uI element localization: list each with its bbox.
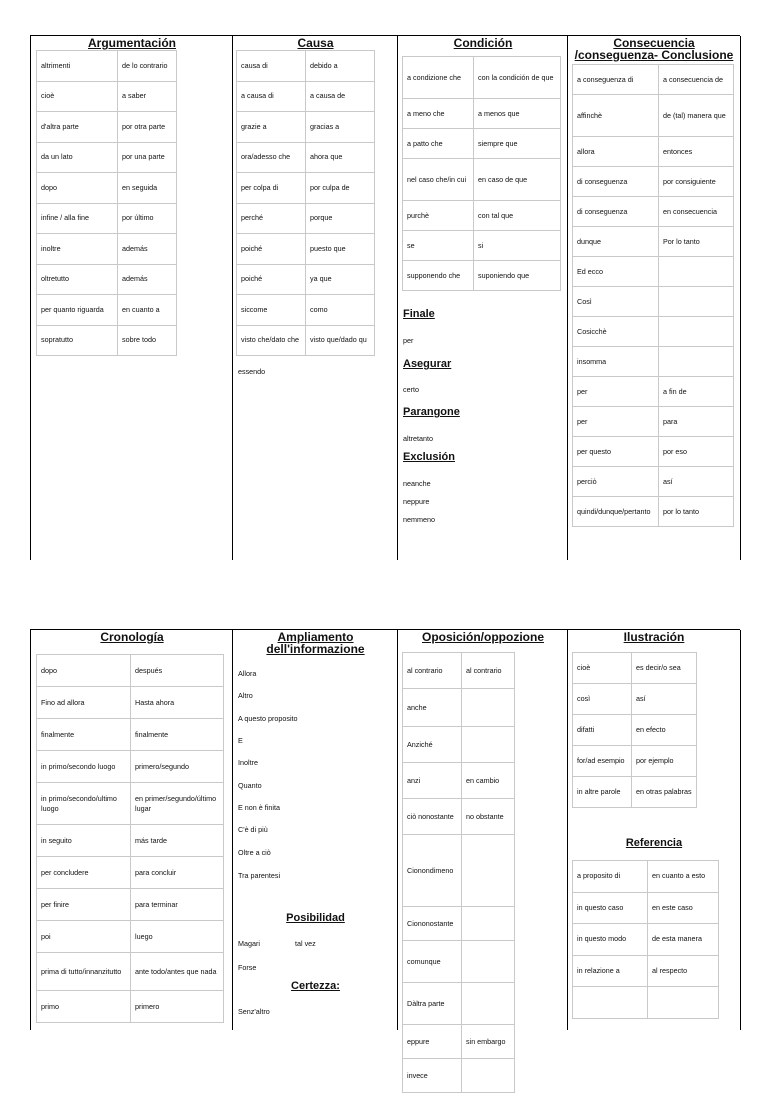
cell-italian: a condizione che — [403, 57, 474, 99]
cell-italian: a patto che — [403, 129, 474, 159]
table-row — [37, 857, 224, 889]
cell-italian: in altre parole — [573, 777, 632, 808]
table-row — [573, 287, 734, 317]
table-row — [237, 295, 375, 326]
cell-italian: al contrario — [403, 653, 462, 689]
cell-translation: así — [659, 467, 734, 497]
heading-posibilidad: Posibilidad — [286, 912, 345, 924]
table-row — [37, 719, 224, 751]
table-row — [403, 907, 515, 941]
cell-translation: en consecuencia — [659, 197, 734, 227]
cell-translation: puesto que — [306, 234, 375, 265]
table-row — [37, 687, 224, 719]
heading-finale: Finale — [403, 308, 435, 320]
heading-parangone: Parangone — [403, 406, 460, 418]
table-row — [237, 173, 375, 204]
column-causa — [232, 36, 398, 560]
table-oposicion — [402, 652, 515, 1093]
table-row — [37, 783, 224, 825]
cell-italian: se — [403, 231, 474, 261]
cell-translation: gracias a — [306, 112, 375, 143]
cell-translation: así — [632, 684, 697, 715]
table-row — [573, 924, 719, 956]
cell-translation: es decir/o sea — [632, 653, 697, 684]
cell-translation — [462, 835, 515, 907]
table-row — [37, 655, 224, 687]
cell-italian: poi — [37, 921, 131, 953]
posibilidad-talvez: tal vez — [295, 939, 316, 948]
cell-translation: en seguida — [118, 173, 177, 204]
column-oposicion — [397, 630, 568, 1080]
cell-italian: poiché — [237, 264, 306, 295]
cell-italian: dunque — [573, 227, 659, 257]
ampliamento-item: Allora — [238, 669, 257, 678]
cell-italian: in primo/secondo/ultimo luogo — [37, 783, 131, 825]
cell-translation: debido a — [306, 51, 375, 82]
heading-cronologia: Cronología — [100, 630, 164, 644]
finale-item: per — [403, 336, 414, 345]
cell-italian: Dàltra parte — [403, 983, 462, 1025]
cell-translation — [462, 941, 515, 983]
cell-italian: per questo — [573, 437, 659, 467]
table-row — [37, 953, 224, 991]
table-row — [573, 777, 697, 808]
cell-italian: ora/adesso che — [237, 142, 306, 173]
cell-translation: en cuanto a — [118, 295, 177, 326]
table-row — [237, 51, 375, 82]
table-row — [573, 653, 697, 684]
cell-italian: supponendo che — [403, 261, 474, 291]
cell-translation: por otra parte — [118, 112, 177, 143]
posibilidad-magari: Magari — [238, 939, 260, 948]
heading-certeza: Certezza: — [291, 980, 340, 992]
cell-translation: visto que/dado qu — [306, 325, 375, 356]
table-row — [237, 203, 375, 234]
table-row — [573, 746, 697, 777]
cell-italian — [573, 987, 648, 1019]
cell-translation: sobre todo — [118, 325, 177, 356]
cell-translation: más tarde — [131, 825, 224, 857]
cell-translation: con la condición de que — [474, 57, 561, 99]
cell-italian: per quanto riguarda — [37, 295, 118, 326]
cell-italian: inoltre — [37, 234, 118, 265]
cell-translation — [462, 727, 515, 763]
cell-translation: por lo tanto — [659, 497, 734, 527]
heading-causa: Causa — [297, 36, 334, 50]
table-row — [573, 95, 734, 137]
cell-translation: a menos que — [474, 99, 561, 129]
table-row — [37, 81, 177, 112]
table-row — [237, 142, 375, 173]
heading-consecuencia-2: /conseguenza- Conclusione — [574, 48, 734, 62]
cell-translation: por eso — [659, 437, 734, 467]
table-row — [237, 234, 375, 265]
cell-italian: in questo caso — [573, 892, 648, 924]
cell-translation — [462, 907, 515, 941]
table-row — [573, 137, 734, 167]
certeza-item: Senz'altro — [238, 1007, 270, 1016]
cell-italian: per colpa di — [237, 173, 306, 204]
cell-translation: al contrario — [462, 653, 515, 689]
table-row — [403, 201, 561, 231]
cell-translation: por último — [118, 203, 177, 234]
cell-translation: de esta manera — [648, 924, 719, 956]
ampliamento-item: E non è finita — [238, 803, 280, 812]
heading-condicion: Condición — [453, 36, 513, 50]
table-row — [573, 861, 719, 893]
asegurar-item: certo — [403, 385, 419, 394]
cell-italian: perciò — [573, 467, 659, 497]
cell-translation: primero/segundo — [131, 751, 224, 783]
cell-italian: cioè — [37, 81, 118, 112]
exclusion-item: neppure — [403, 497, 430, 506]
cell-translation: a saber — [118, 81, 177, 112]
table-row — [403, 941, 515, 983]
heading-ampliamento-1: Ampliamento — [277, 630, 354, 644]
table-row — [403, 653, 515, 689]
table-row — [403, 763, 515, 799]
cell-translation: a fin de — [659, 377, 734, 407]
causa-essendo: essendo — [238, 367, 266, 376]
heading-asegurar: Asegurar — [403, 358, 452, 370]
table-row — [403, 159, 561, 201]
cell-italian: dopo — [37, 655, 131, 687]
cell-italian: nel caso che/in cui — [403, 159, 474, 201]
cell-translation: por culpa de — [306, 173, 375, 204]
cell-italian: Cionondimeno — [403, 835, 462, 907]
table-row — [403, 689, 515, 727]
table-row — [37, 295, 177, 326]
cell-translation: entonces — [659, 137, 734, 167]
heading-oposicion: Oposición/oppozione — [422, 630, 544, 644]
table-row — [573, 65, 734, 95]
cell-italian: altrimenti — [37, 51, 118, 82]
table-row — [37, 889, 224, 921]
table-row — [573, 684, 697, 715]
ampliamento-item: C'è di più — [238, 825, 268, 834]
cell-italian: in relazione a — [573, 955, 648, 987]
table-row — [573, 197, 734, 227]
table-row — [237, 112, 375, 143]
cell-translation: sin embargo — [462, 1025, 515, 1059]
table-row — [573, 497, 734, 527]
cell-italian: anzi — [403, 763, 462, 799]
table-row — [403, 261, 561, 291]
column-ilustracion — [567, 630, 741, 1030]
cell-translation — [648, 987, 719, 1019]
cell-translation — [659, 257, 734, 287]
table-row — [403, 1059, 515, 1093]
cell-translation: en cambio — [462, 763, 515, 799]
table-row — [573, 715, 697, 746]
cell-italian: per — [573, 407, 659, 437]
ampliamento-item: E — [238, 736, 243, 745]
cell-italian: difatti — [573, 715, 632, 746]
posibilidad-forse: Forse — [238, 963, 257, 972]
cell-translation — [659, 347, 734, 377]
cell-italian: finalmente — [37, 719, 131, 751]
cell-italian: siccome — [237, 295, 306, 326]
table-row — [403, 1025, 515, 1059]
heading-ampliamento-2: dell'informazione — [266, 642, 365, 656]
cell-translation — [659, 317, 734, 347]
cell-italian: poiché — [237, 234, 306, 265]
cell-translation: además — [118, 264, 177, 295]
cell-italian: a meno che — [403, 99, 474, 129]
table-row — [37, 112, 177, 143]
ampliamento-item: Tra parentesi — [238, 871, 281, 880]
cell-translation — [462, 1059, 515, 1093]
cell-italian: comunque — [403, 941, 462, 983]
cell-translation: en efecto — [632, 715, 697, 746]
table-row — [403, 99, 561, 129]
cell-translation — [462, 689, 515, 727]
cell-italian: cioè — [573, 653, 632, 684]
cell-italian: di conseguenza — [573, 197, 659, 227]
cell-translation: por una parte — [118, 142, 177, 173]
table-row — [37, 203, 177, 234]
cell-translation: ya que — [306, 264, 375, 295]
table-row — [403, 727, 515, 763]
cell-italian: oltretutto — [37, 264, 118, 295]
cell-italian: per — [573, 377, 659, 407]
cell-translation — [462, 983, 515, 1025]
cell-italian: sopratutto — [37, 325, 118, 356]
cell-italian: primo — [37, 991, 131, 1023]
heading-ilustracion: Ilustración — [623, 630, 685, 644]
cell-italian: così — [573, 684, 632, 715]
ampliamento-item: Inoltre — [238, 758, 258, 767]
cell-translation: por ejemplo — [632, 746, 697, 777]
table-condicion — [402, 56, 561, 291]
cell-translation: en otras palabras — [632, 777, 697, 808]
cell-italian: affinchè — [573, 95, 659, 137]
table-row — [37, 51, 177, 82]
cell-italian: per finire — [37, 889, 131, 921]
cell-translation: como — [306, 295, 375, 326]
table-referencia — [572, 860, 719, 1019]
cell-italian: anche — [403, 689, 462, 727]
cell-italian: for/ad esempio — [573, 746, 632, 777]
table-row — [573, 437, 734, 467]
heading-referencia: Referencia — [625, 837, 683, 849]
cell-italian: in seguito — [37, 825, 131, 857]
heading-argumentacion: Argumentación — [87, 36, 176, 50]
cell-italian: Ed ecco — [573, 257, 659, 287]
cell-italian: Così — [573, 287, 659, 317]
cell-italian: per concludere — [37, 857, 131, 889]
cell-italian: a causa di — [237, 81, 306, 112]
cell-translation: a causa de — [306, 81, 375, 112]
table-row — [573, 257, 734, 287]
cell-italian: purchè — [403, 201, 474, 231]
table-row — [573, 227, 734, 257]
cell-italian: a conseguenza di — [573, 65, 659, 95]
cell-italian: eppure — [403, 1025, 462, 1059]
cell-translation: ahora que — [306, 142, 375, 173]
table-row — [37, 921, 224, 953]
cell-translation: en caso de que — [474, 159, 561, 201]
table-row — [403, 57, 561, 99]
table-row — [37, 264, 177, 295]
table-row — [403, 129, 561, 159]
table-row — [573, 892, 719, 924]
table-row — [37, 825, 224, 857]
table-row — [37, 234, 177, 265]
table-row — [37, 991, 224, 1023]
table-consecuencia — [572, 64, 734, 527]
cell-translation: de lo contrario — [118, 51, 177, 82]
cell-italian: invece — [403, 1059, 462, 1093]
table-causa — [236, 50, 375, 356]
cell-translation: Por lo tanto — [659, 227, 734, 257]
table-row — [237, 325, 375, 356]
table-cronologia — [36, 654, 224, 1023]
table-row — [37, 751, 224, 783]
cell-translation: por consiguiente — [659, 167, 734, 197]
cell-italian: visto che/dato che — [237, 325, 306, 356]
ampliamento-item: Altro — [238, 691, 253, 700]
table-row — [573, 467, 734, 497]
column-ampliamento — [232, 630, 398, 1030]
cell-translation: al respecto — [648, 955, 719, 987]
table-row — [573, 987, 719, 1019]
cell-translation: Hasta ahora — [131, 687, 224, 719]
column-cronologia — [30, 630, 233, 1030]
table-row — [403, 231, 561, 261]
table-row — [573, 407, 734, 437]
heading-consecuencia-1: Consecuencia — [613, 36, 695, 50]
table-row — [573, 377, 734, 407]
cell-translation: primero — [131, 991, 224, 1023]
ampliamento-item: Quanto — [238, 781, 262, 790]
cell-translation: en este caso — [648, 892, 719, 924]
cell-translation — [659, 287, 734, 317]
cell-italian: a proposito di — [573, 861, 648, 893]
column-argumentacion — [30, 36, 233, 560]
cell-translation: siempre que — [474, 129, 561, 159]
bottom-panel — [30, 629, 740, 1080]
cell-italian: in primo/secondo luogo — [37, 751, 131, 783]
cell-translation: además — [118, 234, 177, 265]
cell-translation: porque — [306, 203, 375, 234]
cell-translation: suponiendo que — [474, 261, 561, 291]
cell-italian: causa di — [237, 51, 306, 82]
table-row — [237, 264, 375, 295]
top-panel — [30, 35, 740, 560]
cell-translation: finalmente — [131, 719, 224, 751]
cell-italian: infine / alla fine — [37, 203, 118, 234]
ampliamento-item: Oltre a ciò — [238, 848, 271, 857]
cell-translation: para terminar — [131, 889, 224, 921]
cell-translation: para — [659, 407, 734, 437]
table-row — [403, 799, 515, 835]
cell-italian: allora — [573, 137, 659, 167]
cell-italian: di conseguenza — [573, 167, 659, 197]
cell-italian: Ciononostante — [403, 907, 462, 941]
table-row — [37, 325, 177, 356]
cell-italian: d'altra parte — [37, 112, 118, 143]
table-row — [573, 317, 734, 347]
cell-italian: prima di tutto/innanzitutto — [37, 953, 131, 991]
table-row — [37, 173, 177, 204]
cell-italian: in questo modo — [573, 924, 648, 956]
table-row — [237, 81, 375, 112]
exclusion-item: neanche — [403, 479, 431, 488]
cell-translation: en cuanto a esto — [648, 861, 719, 893]
cell-italian: ciò nonostante — [403, 799, 462, 835]
cell-translation: después — [131, 655, 224, 687]
cell-translation: si — [474, 231, 561, 261]
exclusion-item: nemmeno — [403, 515, 435, 524]
cell-translation: a consecuencia de — [659, 65, 734, 95]
cell-italian: Anziché — [403, 727, 462, 763]
table-row — [573, 347, 734, 377]
cell-italian: quindi/dunque/pertanto — [573, 497, 659, 527]
cell-italian: dopo — [37, 173, 118, 204]
cell-italian: Cosicchè — [573, 317, 659, 347]
ampliamento-item: A questo proposito — [238, 714, 298, 723]
heading-exclusion: Exclusión — [403, 451, 455, 463]
cell-translation: no obstante — [462, 799, 515, 835]
cell-italian: perché — [237, 203, 306, 234]
parangone-item: altretanto — [403, 434, 433, 443]
cell-translation: de (tal) manera que — [659, 95, 734, 137]
table-row — [403, 983, 515, 1025]
cell-italian: insomma — [573, 347, 659, 377]
table-row — [37, 142, 177, 173]
column-consecuencia — [567, 36, 741, 560]
cell-translation: para concluir — [131, 857, 224, 889]
cell-italian: Fino ad allora — [37, 687, 131, 719]
table-argumentacion — [36, 50, 177, 356]
table-row — [403, 835, 515, 907]
cell-italian: da un lato — [37, 142, 118, 173]
cell-italian: grazie a — [237, 112, 306, 143]
table-ilustracion — [572, 652, 697, 808]
cell-translation: luego — [131, 921, 224, 953]
table-row — [573, 167, 734, 197]
cell-translation: ante todo/antes que nada — [131, 953, 224, 991]
cell-translation: en primer/segundo/último lugar — [131, 783, 224, 825]
column-condicion — [397, 36, 568, 560]
table-row — [573, 955, 719, 987]
cell-translation: con tal que — [474, 201, 561, 231]
